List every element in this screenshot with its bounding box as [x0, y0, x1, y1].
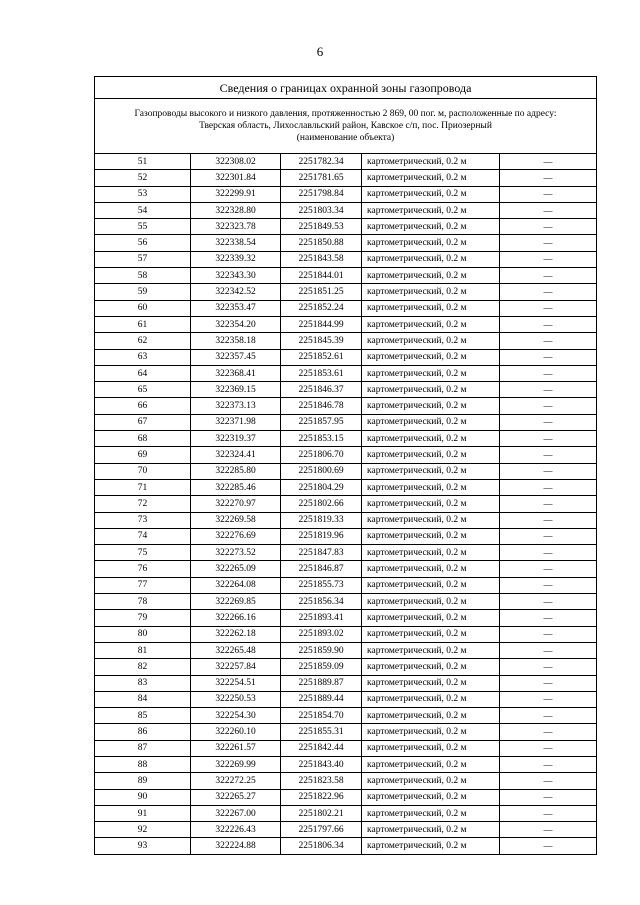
point-number-cell: 92: [95, 822, 191, 838]
note-cell: —: [500, 577, 597, 593]
note-cell: —: [500, 268, 597, 284]
point-number-cell: 91: [95, 805, 191, 821]
coordinate-x-cell: 322285.46: [191, 479, 281, 495]
point-number-cell: 56: [95, 235, 191, 251]
point-number-cell: 53: [95, 186, 191, 202]
method-cell: картометрический, 0.2 м: [362, 268, 500, 284]
coordinate-y-cell: 2251806.70: [281, 447, 362, 463]
point-number-cell: 76: [95, 561, 191, 577]
point-number-cell: 67: [95, 414, 191, 430]
coordinate-y-cell: 2251819.96: [281, 528, 362, 544]
object-description-caption: (наименование объекта): [296, 133, 395, 143]
coordinate-y-cell: 2251859.09: [281, 659, 362, 675]
note-cell: —: [500, 300, 597, 316]
note-cell: —: [500, 316, 597, 332]
coordinate-x-cell: 322285.80: [191, 463, 281, 479]
point-number-cell: 88: [95, 756, 191, 772]
coordinate-y-cell: 2251845.39: [281, 333, 362, 349]
method-cell: картометрический, 0.2 м: [362, 170, 500, 186]
table-row: [95, 724, 597, 740]
coordinate-y-cell: 2251854.70: [281, 708, 362, 724]
coordinate-y-cell: 2251803.34: [281, 202, 362, 218]
object-description: [95, 99, 597, 154]
coordinate-y-cell: 2251857.95: [281, 414, 362, 430]
coordinate-x-cell: 322328.80: [191, 202, 281, 218]
coordinate-y-cell: 2251847.83: [281, 545, 362, 561]
coordinate-y-cell: 2251893.41: [281, 610, 362, 626]
coordinate-x-cell: 322269.99: [191, 756, 281, 772]
point-number-cell: 83: [95, 675, 191, 691]
coordinate-x-cell: 322224.88: [191, 838, 281, 854]
point-number-cell: 63: [95, 349, 191, 365]
point-number-cell: 93: [95, 838, 191, 854]
method-cell: картометрический, 0.2 м: [362, 594, 500, 610]
table-row: [95, 463, 597, 479]
note-cell: —: [500, 496, 597, 512]
point-number-cell: 70: [95, 463, 191, 479]
coordinate-x-cell: 322339.32: [191, 251, 281, 267]
coordinate-y-cell: 2251859.90: [281, 642, 362, 658]
note-cell: —: [500, 610, 597, 626]
coordinate-x-cell: 322266.16: [191, 610, 281, 626]
point-number-cell: 59: [95, 284, 191, 300]
table-row: [95, 740, 597, 756]
table-row: [95, 202, 597, 218]
table-row: [95, 447, 597, 463]
coordinate-y-cell: 2251804.29: [281, 479, 362, 495]
object-description-line-2: Тверская область, Лихославльский район, Кавское с/п, пос. Приозерный: [199, 121, 492, 131]
coordinate-x-cell: 322368.41: [191, 365, 281, 381]
table-title: Сведения о границах охранной зоны газопровода: [95, 77, 597, 99]
note-cell: —: [500, 447, 597, 463]
method-cell: картометрический, 0.2 м: [362, 691, 500, 707]
table-row: [95, 365, 597, 381]
coordinate-x-cell: 322265.09: [191, 561, 281, 577]
coordinate-x-cell: 322254.51: [191, 675, 281, 691]
coordinate-x-cell: 322276.69: [191, 528, 281, 544]
note-cell: —: [500, 691, 597, 707]
coordinate-y-cell: 2251852.24: [281, 300, 362, 316]
point-number-cell: 65: [95, 382, 191, 398]
method-cell: картометрический, 0.2 м: [362, 822, 500, 838]
page-number: 6: [316, 44, 324, 59]
coordinate-y-cell: 2251842.44: [281, 740, 362, 756]
method-cell: картометрический, 0.2 м: [362, 333, 500, 349]
point-number-cell: 77: [95, 577, 191, 593]
coordinate-y-cell: 2251893.02: [281, 626, 362, 642]
note-cell: —: [500, 822, 597, 838]
note-cell: —: [500, 333, 597, 349]
table-row: [95, 838, 597, 854]
method-cell: картометрический, 0.2 м: [362, 545, 500, 561]
method-cell: картометрический, 0.2 м: [362, 805, 500, 821]
coordinate-x-cell: 322358.18: [191, 333, 281, 349]
coordinate-y-cell: 2251819.33: [281, 512, 362, 528]
coordinate-y-cell: 2251781.65: [281, 170, 362, 186]
coordinate-x-cell: 322265.48: [191, 642, 281, 658]
method-cell: картометрический, 0.2 м: [362, 382, 500, 398]
coordinate-x-cell: 322373.13: [191, 398, 281, 414]
object-description-line-1: Газопроводы высокого и низкого давления, протяженностью 2 869, 00 пог. м, расположенные по адресу:: [134, 109, 557, 119]
coordinate-x-cell: 322301.84: [191, 170, 281, 186]
table-row: [95, 349, 597, 365]
point-number-cell: 90: [95, 789, 191, 805]
table-row: [95, 316, 597, 332]
method-cell: картометрический, 0.2 м: [362, 349, 500, 365]
note-cell: —: [500, 382, 597, 398]
table-row: [95, 251, 597, 267]
point-number-cell: 62: [95, 333, 191, 349]
table-row: [95, 675, 597, 691]
coordinate-y-cell: 2251856.34: [281, 594, 362, 610]
table-row: [95, 773, 597, 789]
coordinate-y-cell: 2251846.87: [281, 561, 362, 577]
note-cell: —: [500, 545, 597, 561]
point-number-cell: 68: [95, 431, 191, 447]
note-cell: —: [500, 708, 597, 724]
coordinate-x-cell: 322299.91: [191, 186, 281, 202]
coordinate-x-cell: 322338.54: [191, 235, 281, 251]
point-number-cell: 78: [95, 594, 191, 610]
coordinate-x-cell: 322264.08: [191, 577, 281, 593]
coordinate-x-cell: 322270.97: [191, 496, 281, 512]
point-number-cell: 52: [95, 170, 191, 186]
coordinate-x-cell: 322371.98: [191, 414, 281, 430]
coordinate-y-cell: 2251798.84: [281, 186, 362, 202]
note-cell: —: [500, 675, 597, 691]
table-row: [95, 512, 597, 528]
method-cell: картометрический, 0.2 м: [362, 365, 500, 381]
coordinate-y-cell: 2251806.34: [281, 838, 362, 854]
table-row: [95, 708, 597, 724]
coordinate-y-cell: 2251846.78: [281, 398, 362, 414]
coordinate-x-cell: 322272.25: [191, 773, 281, 789]
coordinate-x-cell: 322269.85: [191, 594, 281, 610]
note-cell: —: [500, 789, 597, 805]
method-cell: картометрический, 0.2 м: [362, 284, 500, 300]
method-cell: картометрический, 0.2 м: [362, 610, 500, 626]
method-cell: картометрический, 0.2 м: [362, 528, 500, 544]
method-cell: картометрический, 0.2 м: [362, 561, 500, 577]
table-row: [95, 594, 597, 610]
point-number-cell: 85: [95, 708, 191, 724]
table-row: [95, 822, 597, 838]
table-row: [95, 154, 597, 170]
coordinate-y-cell: 2251802.21: [281, 805, 362, 821]
note-cell: —: [500, 773, 597, 789]
note-cell: —: [500, 740, 597, 756]
coordinate-x-cell: 322261.57: [191, 740, 281, 756]
coordinate-x-cell: 322308.02: [191, 154, 281, 170]
point-number-cell: 84: [95, 691, 191, 707]
note-cell: —: [500, 202, 597, 218]
coordinate-y-cell: 2251846.37: [281, 382, 362, 398]
coordinate-x-cell: 322357.45: [191, 349, 281, 365]
point-number-cell: 80: [95, 626, 191, 642]
coordinate-x-cell: 322250.53: [191, 691, 281, 707]
table-row: [95, 642, 597, 658]
method-cell: картометрический, 0.2 м: [362, 463, 500, 479]
coordinate-y-cell: 2251889.44: [281, 691, 362, 707]
coordinate-x-cell: 322319.37: [191, 431, 281, 447]
point-number-cell: 71: [95, 479, 191, 495]
method-cell: картометрический, 0.2 м: [362, 626, 500, 642]
method-cell: картометрический, 0.2 м: [362, 756, 500, 772]
table-row: [95, 219, 597, 235]
point-number-cell: 79: [95, 610, 191, 626]
method-cell: картометрический, 0.2 м: [362, 300, 500, 316]
table-row: [95, 235, 597, 251]
table-row: [95, 284, 597, 300]
note-cell: —: [500, 479, 597, 495]
table-row: [95, 333, 597, 349]
note-cell: —: [500, 349, 597, 365]
point-number-cell: 54: [95, 202, 191, 218]
note-cell: —: [500, 463, 597, 479]
coordinate-y-cell: 2251853.61: [281, 365, 362, 381]
method-cell: картометрический, 0.2 м: [362, 316, 500, 332]
coordinate-y-cell: 2251797.66: [281, 822, 362, 838]
table-row: [95, 268, 597, 284]
table-row: [95, 805, 597, 821]
point-number-cell: 75: [95, 545, 191, 561]
point-number-cell: 60: [95, 300, 191, 316]
method-cell: картометрический, 0.2 м: [362, 789, 500, 805]
coordinate-x-cell: 322254.30: [191, 708, 281, 724]
coordinate-x-cell: 322226.43: [191, 822, 281, 838]
coordinate-x-cell: 322265.27: [191, 789, 281, 805]
note-cell: —: [500, 251, 597, 267]
point-number-cell: 82: [95, 659, 191, 675]
note-cell: —: [500, 805, 597, 821]
method-cell: картометрический, 0.2 м: [362, 512, 500, 528]
coordinate-x-cell: 322324.41: [191, 447, 281, 463]
coordinate-y-cell: 2251844.99: [281, 316, 362, 332]
coordinate-x-cell: 322269.58: [191, 512, 281, 528]
coordinate-y-cell: 2251800.69: [281, 463, 362, 479]
table-row: [95, 561, 597, 577]
method-cell: картометрический, 0.2 м: [362, 414, 500, 430]
method-cell: картометрический, 0.2 м: [362, 202, 500, 218]
method-cell: картометрический, 0.2 м: [362, 659, 500, 675]
coordinate-y-cell: 2251849.53: [281, 219, 362, 235]
table-row: [95, 659, 597, 675]
note-cell: —: [500, 642, 597, 658]
point-number-cell: 64: [95, 365, 191, 381]
coordinate-y-cell: 2251853.15: [281, 431, 362, 447]
point-number-cell: 81: [95, 642, 191, 658]
table-row: [95, 431, 597, 447]
coordinate-x-cell: 322342.52: [191, 284, 281, 300]
note-cell: —: [500, 838, 597, 854]
coordinate-x-cell: 322273.52: [191, 545, 281, 561]
coordinate-y-cell: 2251855.31: [281, 724, 362, 740]
coordinate-x-cell: 322267.00: [191, 805, 281, 821]
point-number-cell: 58: [95, 268, 191, 284]
coordinate-y-cell: 2251782.34: [281, 154, 362, 170]
method-cell: картометрический, 0.2 м: [362, 431, 500, 447]
table-row: [95, 756, 597, 772]
coordinate-x-cell: 322343.30: [191, 268, 281, 284]
note-cell: —: [500, 414, 597, 430]
point-number-cell: 87: [95, 740, 191, 756]
table-row: [95, 545, 597, 561]
method-cell: картометрический, 0.2 м: [362, 642, 500, 658]
note-cell: —: [500, 561, 597, 577]
method-cell: картометрический, 0.2 м: [362, 577, 500, 593]
coordinate-y-cell: 2251802.66: [281, 496, 362, 512]
note-cell: —: [500, 594, 597, 610]
method-cell: картометрический, 0.2 м: [362, 398, 500, 414]
table-row: [95, 577, 597, 593]
coordinate-x-cell: 322354.20: [191, 316, 281, 332]
table-row: [95, 300, 597, 316]
note-cell: —: [500, 186, 597, 202]
method-cell: картометрический, 0.2 м: [362, 219, 500, 235]
method-cell: картометрический, 0.2 м: [362, 724, 500, 740]
boundary-table: [94, 76, 597, 855]
table-row: [95, 479, 597, 495]
note-cell: —: [500, 756, 597, 772]
table-row: [95, 382, 597, 398]
coordinate-y-cell: 2251843.40: [281, 756, 362, 772]
coordinate-x-cell: 322353.47: [191, 300, 281, 316]
note-cell: —: [500, 431, 597, 447]
method-cell: картометрический, 0.2 м: [362, 154, 500, 170]
coordinate-y-cell: 2251889.87: [281, 675, 362, 691]
coordinate-y-cell: 2251823.58: [281, 773, 362, 789]
note-cell: —: [500, 235, 597, 251]
coordinate-y-cell: 2251844.01: [281, 268, 362, 284]
table-row: [95, 414, 597, 430]
note-cell: —: [500, 284, 597, 300]
note-cell: —: [500, 626, 597, 642]
coordinate-y-cell: 2251850.88: [281, 235, 362, 251]
table-title-row: [95, 77, 597, 99]
point-number-cell: 73: [95, 512, 191, 528]
coordinate-x-cell: 322257.84: [191, 659, 281, 675]
coordinate-y-cell: 2251855.73: [281, 577, 362, 593]
method-cell: картометрический, 0.2 м: [362, 496, 500, 512]
note-cell: —: [500, 365, 597, 381]
note-cell: —: [500, 659, 597, 675]
note-cell: —: [500, 219, 597, 235]
table-row: [95, 170, 597, 186]
method-cell: картометрический, 0.2 м: [362, 708, 500, 724]
point-number-cell: 55: [95, 219, 191, 235]
point-number-cell: 89: [95, 773, 191, 789]
table-row: [95, 610, 597, 626]
method-cell: картометрический, 0.2 м: [362, 251, 500, 267]
method-cell: картометрический, 0.2 м: [362, 186, 500, 202]
note-cell: —: [500, 724, 597, 740]
coordinate-x-cell: 322262.18: [191, 626, 281, 642]
point-number-cell: 69: [95, 447, 191, 463]
coordinate-y-cell: 2251822.96: [281, 789, 362, 805]
point-number-cell: 66: [95, 398, 191, 414]
method-cell: картометрический, 0.2 м: [362, 773, 500, 789]
object-description-row: [95, 99, 597, 154]
method-cell: картометрический, 0.2 м: [362, 479, 500, 495]
point-number-cell: 86: [95, 724, 191, 740]
table-row: [95, 186, 597, 202]
table-row: [95, 398, 597, 414]
point-number-cell: 61: [95, 316, 191, 332]
method-cell: картометрический, 0.2 м: [362, 740, 500, 756]
table-row: [95, 528, 597, 544]
note-cell: —: [500, 528, 597, 544]
method-cell: картометрический, 0.2 м: [362, 235, 500, 251]
point-number-cell: 51: [95, 154, 191, 170]
point-number-cell: 74: [95, 528, 191, 544]
coordinate-x-cell: 322369.15: [191, 382, 281, 398]
table-row: [95, 496, 597, 512]
coordinate-y-cell: 2251851.25: [281, 284, 362, 300]
table-row: [95, 691, 597, 707]
method-cell: картометрический, 0.2 м: [362, 675, 500, 691]
coordinate-y-cell: 2251852.61: [281, 349, 362, 365]
method-cell: картометрический, 0.2 м: [362, 838, 500, 854]
note-cell: —: [500, 154, 597, 170]
coordinate-x-cell: 322260.10: [191, 724, 281, 740]
point-number-cell: 72: [95, 496, 191, 512]
note-cell: —: [500, 170, 597, 186]
point-number-cell: 57: [95, 251, 191, 267]
method-cell: картометрический, 0.2 м: [362, 447, 500, 463]
coordinate-x-cell: 322323.78: [191, 219, 281, 235]
note-cell: —: [500, 512, 597, 528]
coordinate-y-cell: 2251843.58: [281, 251, 362, 267]
table-row: [95, 789, 597, 805]
table-row: [95, 626, 597, 642]
note-cell: —: [500, 398, 597, 414]
